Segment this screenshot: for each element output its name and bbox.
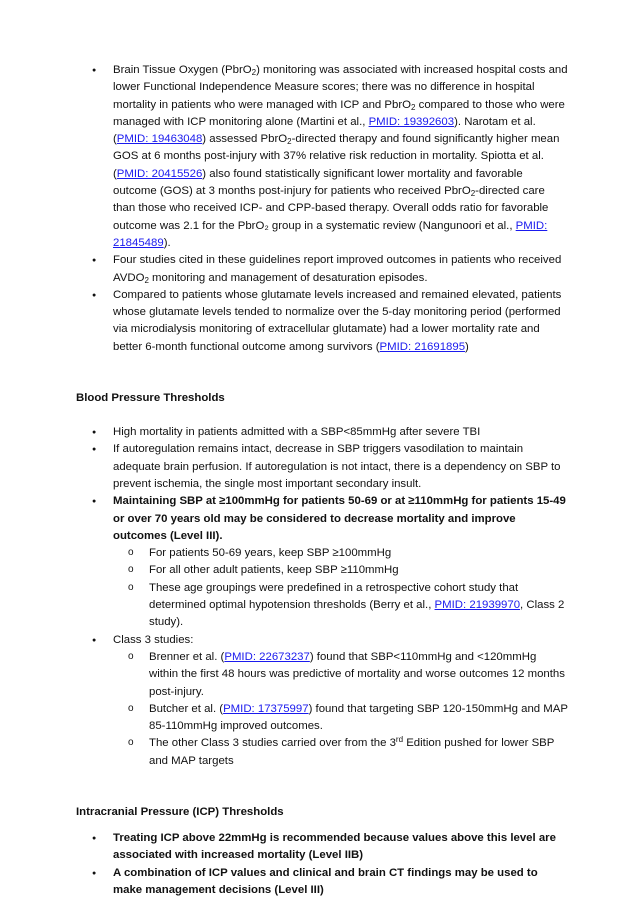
pmid-link[interactable]: PMID: 22673237 <box>224 650 310 663</box>
section-heading: Blood Pressure Thresholds <box>76 392 225 405</box>
pmid-link[interactable]: PMID: 21939970 <box>434 599 521 612</box>
list-item: ● A combination of ICP values and clinical and brain CT findings may be used to make management decisions (Level III) <box>0 865 638 899</box>
list-item: ● Compared to patients whose glutamate levels increased and remained elevated, patients whose glutamate levels tended to normalize over the 5-day monitoring period (performed via microdialysis monitoring of extracellular glutamate) had a lower mortality rate and better 6-month functional outcome among survivors (PMID: 21691895) <box>0 287 638 356</box>
sub-list-item: o Butcher et al. (PMID: 17375997) found that targeting SBP 120-150mmHg and MAP 85-110mmHg improved outcomes. <box>0 701 638 736</box>
pmid-link[interactable]: PMID: 19463048 <box>116 133 203 146</box>
pmid-link[interactable]: PMID: 21845489 <box>113 219 548 249</box>
sub-list-item: o For all other adult patients, keep SBP ≥110mmHg <box>0 562 638 579</box>
document-page <box>0 62 638 899</box>
sub-list-item: o For patients 50-69 years, keep SBP ≥100mmHg <box>0 545 638 562</box>
pmid-link[interactable]: PMID: 17375997 <box>223 702 309 715</box>
sub-list-item: o These age groupings were predefined in a retrospective cohort study that determined optimal hypotension thresholds (Berry et al., PMID: 21939970, Class 2 study). <box>0 580 638 632</box>
sub-list-item: o Brenner et al. (PMID: 22673237) found that SBP<110mmHg and <120mmHg within the first 48 hours was predictive of mortality and worse outcomes 12 months post-injury. <box>0 649 638 701</box>
list-item: ● Treating ICP above 22mmHg is recommended because values above this level are associated with increased mortality (Level IIB) <box>0 830 638 865</box>
list-item: ● Four studies cited in these guidelines report improved outcomes in patients who received $AVDO_2$ monitoring and management of desaturation episodes. <box>0 252 638 287</box>
pbro2-list <box>0 62 638 356</box>
bp-list <box>0 424 638 770</box>
icp-list <box>0 830 638 899</box>
list-item: ● If autoregulation remains intact, decrease in SBP triggers vasodilation to maintain adequate brain perfusion. If autoregulation is not intact, there is a dependency on SBP to prevent ischemia, the single most important secondary insult. <box>0 441 638 493</box>
sub-list-item: o The other Class 3 studies carried over from the 3rd Edition pushed for lower SBP and MAP targets <box>0 735 638 770</box>
pmid-link[interactable]: PMID: 21691895 <box>379 340 466 353</box>
list-item: ● Class 3 studies: <box>0 632 638 649</box>
list-item: ● Maintaining SBP at ≥100mmHg for patients 50-69 or at ≥110mmHg for patients 15-49 or over 70 years old may be considered to decrease mortality and improve outcomes (Level III). <box>0 493 638 545</box>
pmid-link[interactable]: PMID: 20415526 <box>116 167 203 180</box>
list-item: ● High mortality in patients admitted with a SBP<85mmHg after severe TBI <box>0 424 638 441</box>
list-item: ● Brain Tissue Oxygen (PbrO$_2$) monitoring was associated with increased hospital costs and lower Functional Independence Measure scores; there was no difference in hospital mortality in patients who were managed with ICP and PbrO$_2$ compared to those who were managed with ICP monitoring alone (Martini et al., PMID: 19392603). Narotam et al. (PMID: 19463048) assessed PbrO$_2$-directed therapy and found significantly higher mean GOS at 6 months post-injury with 37% relative risk reduction in mortality. Spiotta et al. (PMID: 20415526) also found statistically significant lower mortality and favorable outcome (GOS) at 3 months post-injury for patients who received PbrO$_2$-directed care than those who received ICP- and CPP-based therapy. Overall odds ratio for favorable outcome was 2.1 for the PbrO₂ group in a systematic review (Nangunoori et al., PMID: 21845489). <box>0 62 638 252</box>
section-heading: Intracranial Pressure (ICP) Thresholds <box>76 805 284 818</box>
pmid-link[interactable]: PMID: 19392603 <box>368 115 455 128</box>
